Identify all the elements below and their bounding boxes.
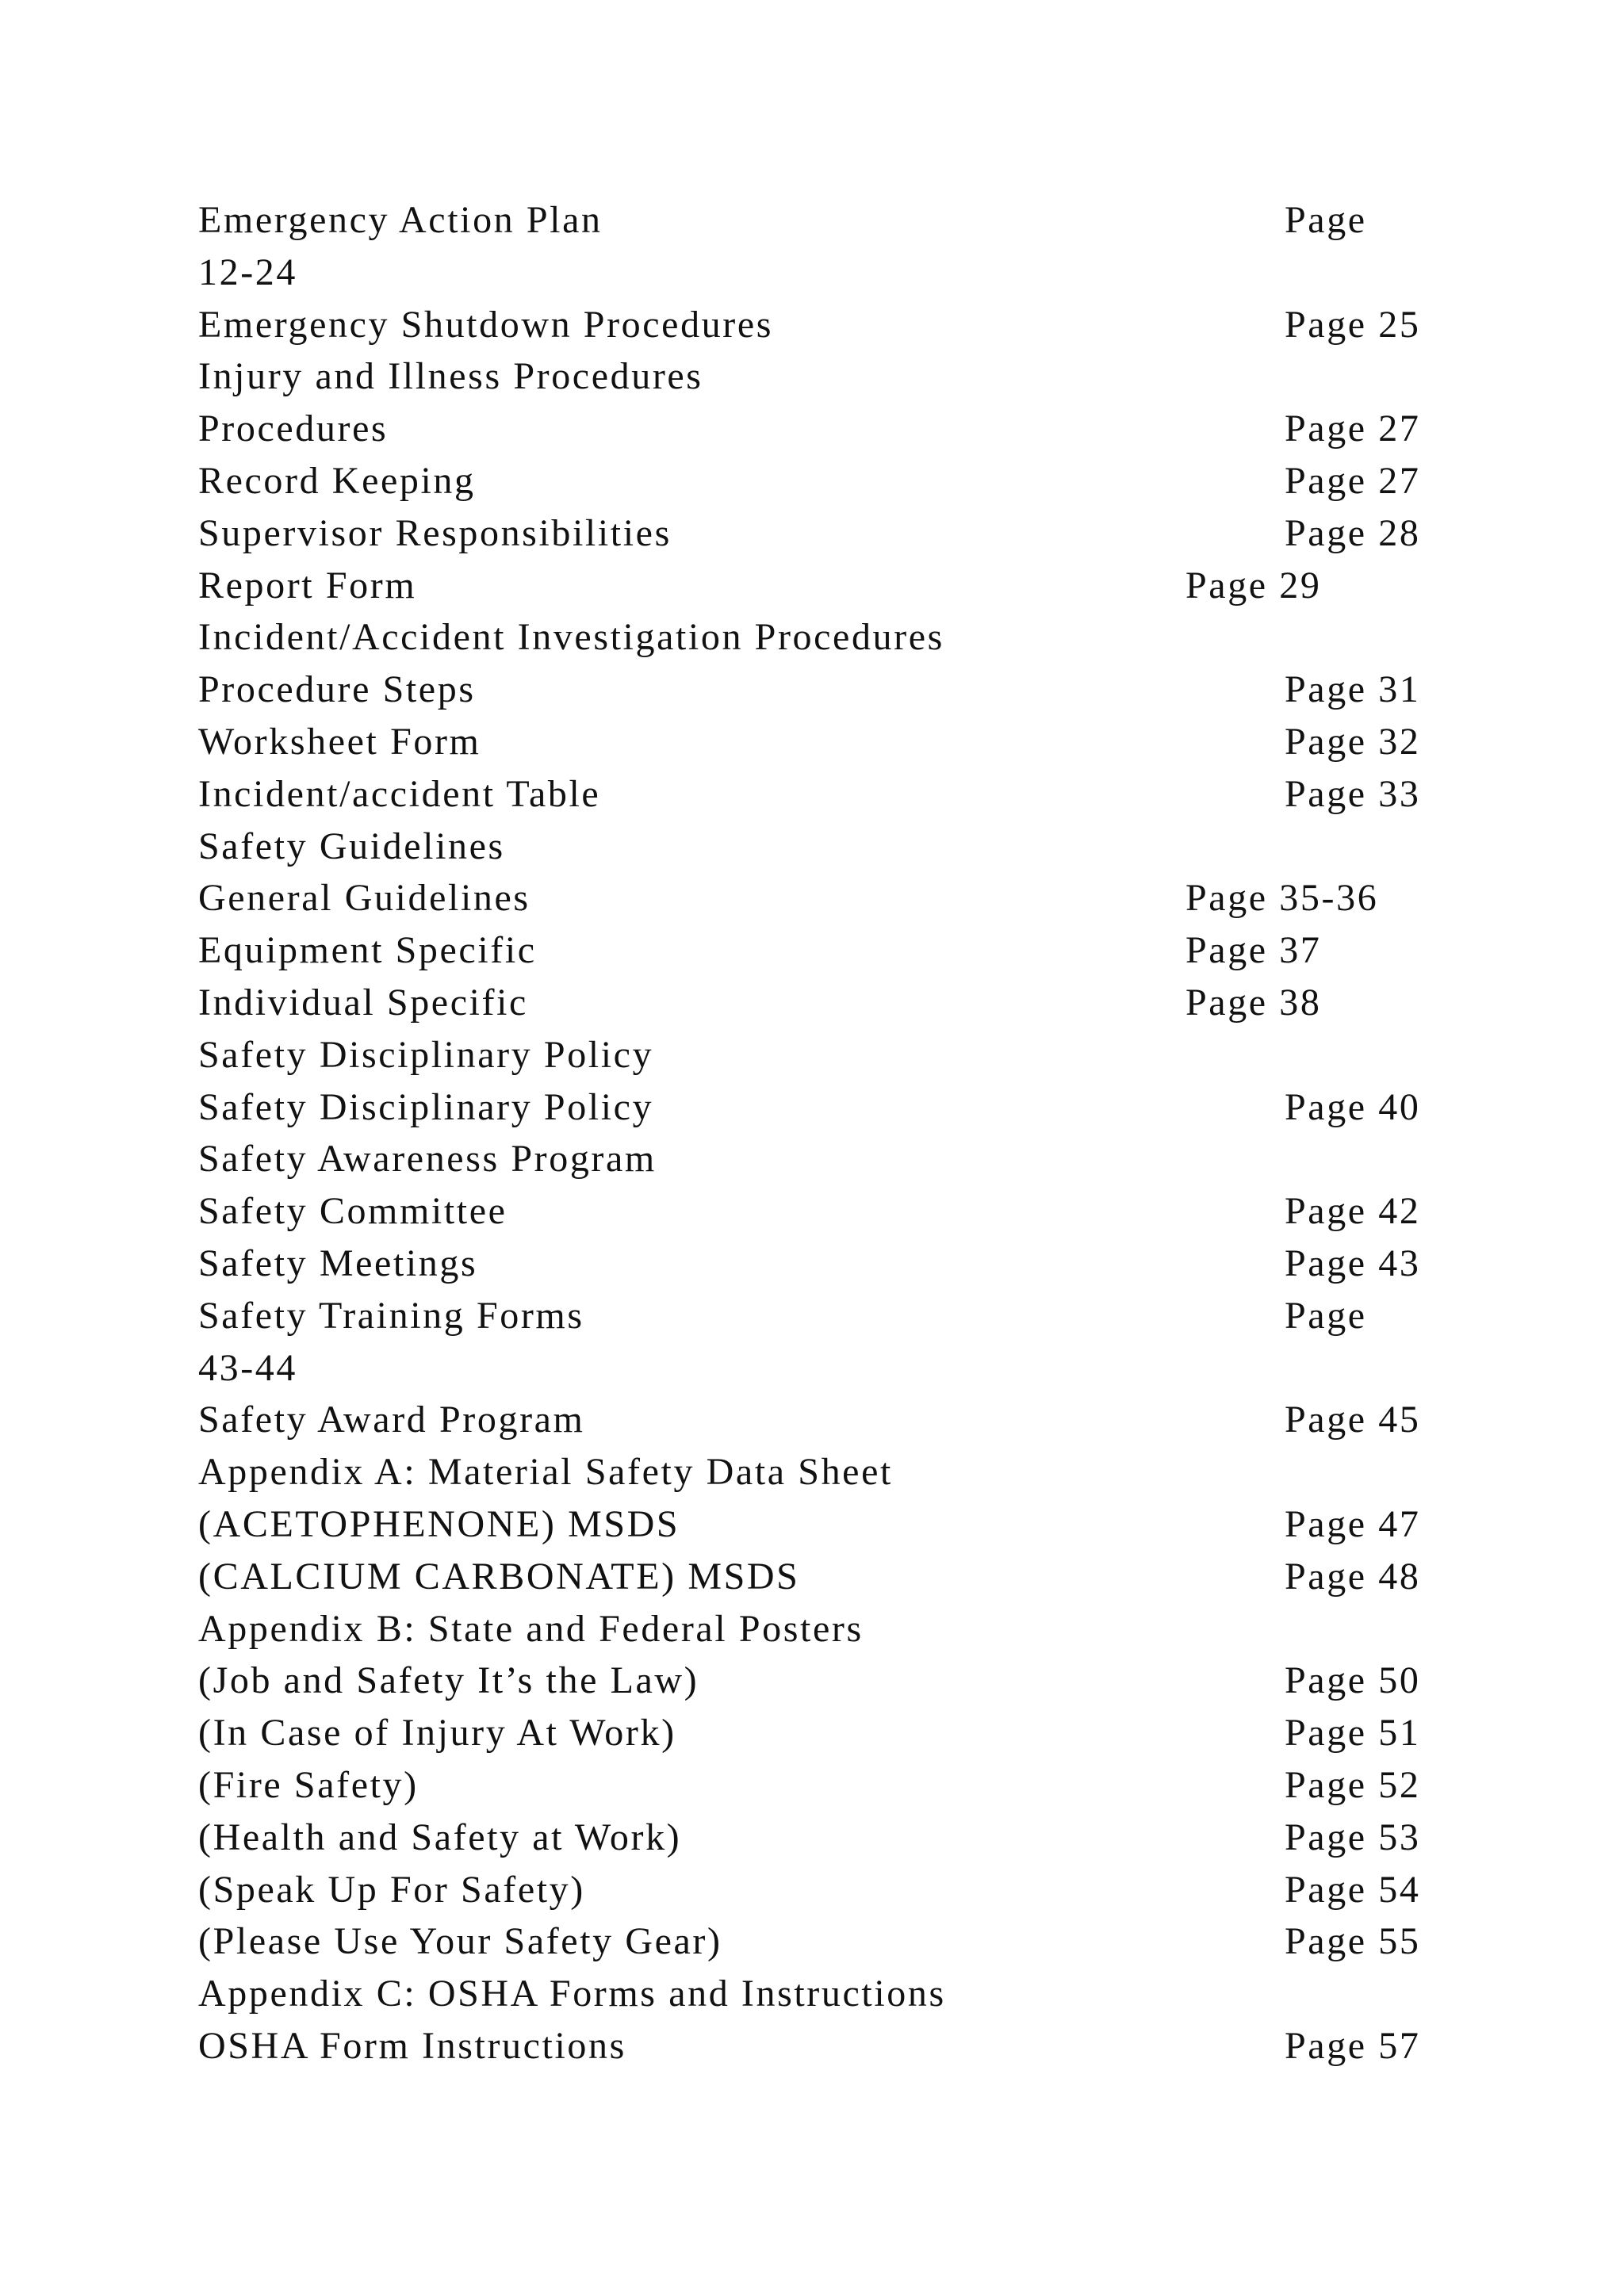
toc-entry-page: Page 38 [1185,981,1322,1024]
toc-entry [198,1603,1467,1655]
toc-entry-title: Report Form [198,564,417,607]
toc-entry-title: 12-24 [198,251,297,293]
toc-entry-title: Emergency Action Plan [198,199,603,241]
toc-entry-page: Page 47 [1285,1502,1421,1545]
toc-entry [198,924,1467,977]
toc-entry-title: (CALCIUM CARBONATE) MSDS [198,1555,800,1598]
toc-entry [198,977,1467,1029]
toc-entry-page: Page 31 [1285,668,1421,711]
toc-entry [198,1864,1467,1916]
toc-entry [198,1551,1467,1603]
toc-entry-page: Page 50 [1285,1659,1421,1702]
toc-entry [198,611,1467,664]
toc-entry-title: Safety Meetings [198,1242,478,1284]
toc-entry-title: (Health and Safety at Work) [198,1816,682,1858]
toc-entry-title: 43-44 [198,1346,297,1389]
toc-entry-title: Supervisor Responsibilities [198,511,672,554]
toc-entry [198,1133,1467,1185]
toc-entry [198,455,1467,507]
toc-entry-page: Page 40 [1285,1085,1421,1128]
toc-entry [198,1498,1467,1551]
toc-entry-page: Page 29 [1185,564,1322,607]
toc-entry-title: Safety Disciplinary Policy [198,1033,654,1076]
toc-entry [198,1812,1467,1864]
toc-entry-page: Page [1285,1294,1367,1337]
toc-entry-title: Appendix A: Material Safety Data Sheet [198,1451,893,1494]
toc-entry [198,1394,1467,1446]
toc-entry-title: Appendix C: OSHA Forms and Instructions [198,1973,946,2015]
toc-entry-title: Safety Committee [198,1190,508,1233]
toc-entry-title: Emergency Shutdown Procedures [198,303,774,346]
toc-entry-title: General Guidelines [198,877,530,920]
toc-entry-title: Procedures [198,408,389,450]
toc-entry-title: (Job and Safety It’s the Law) [198,1659,699,1702]
toc-entry-page: Page 48 [1285,1555,1421,1598]
toc-entry-title: Safety Awareness Program [198,1138,657,1181]
toc-entry [198,821,1467,873]
toc-entry-title: Worksheet Form [198,720,481,763]
toc-entry [198,560,1467,612]
toc-entry-title: Safety Guidelines [198,825,505,867]
toc-entry-page: Page 25 [1285,303,1421,346]
toc-entry [198,403,1467,455]
toc-entry-page: Page 57 [1285,2024,1421,2067]
toc-entry-title: Safety Disciplinary Policy [198,1085,654,1128]
toc-entry-page: Page 55 [1285,1920,1421,1963]
toc-entry-page: Page [1285,199,1367,241]
toc-entry [198,247,1467,299]
toc-entry-page: Page 37 [1185,929,1322,972]
toc-entry [198,716,1467,768]
toc-entry [198,350,1467,403]
toc-entry-page: Page 33 [1285,772,1421,815]
toc-entry [198,299,1467,351]
toc-entry-title: OSHA Form Instructions [198,2024,626,2067]
toc-entry [198,1968,1467,2020]
toc-entry [198,768,1467,821]
toc-entry [198,1029,1467,1081]
toc-entry-title: Procedure Steps [198,668,476,711]
toc-entry [198,664,1467,716]
table-of-contents [198,194,1467,2072]
toc-entry-title: Appendix B: State and Federal Posters [198,1607,864,1650]
toc-entry-title: Injury and Illness Procedures [198,355,703,398]
toc-entry-page: Page 43 [1285,1242,1421,1284]
toc-entry-page: Page 32 [1285,720,1421,763]
toc-entry-title: Incident/accident Table [198,772,601,815]
toc-entry-title: Individual Specific [198,981,528,1024]
toc-entry [198,1238,1467,1290]
toc-entry-page: Page 27 [1285,408,1421,450]
toc-entry-page: Page 52 [1285,1763,1421,1806]
toc-entry [198,872,1467,924]
toc-entry [198,1081,1467,1134]
toc-entry-title: (ACETOPHENONE) MSDS [198,1502,680,1545]
toc-entry-title: (In Case of Injury At Work) [198,1712,676,1755]
toc-entry-title: (Fire Safety) [198,1763,419,1806]
toc-entry-page: Page 45 [1285,1399,1421,1441]
toc-entry [198,1655,1467,1707]
toc-entry-title: Incident/Accident Investigation Procedures [198,616,944,659]
toc-entry [198,1759,1467,1812]
toc-entry-title: Equipment Specific [198,929,537,972]
toc-entry-title: Safety Training Forms [198,1294,584,1337]
toc-entry-title: Record Keeping [198,459,476,502]
toc-entry-page: Page 35-36 [1185,877,1379,920]
toc-entry-page: Page 54 [1285,1868,1421,1911]
toc-entry-title: Safety Award Program [198,1399,585,1441]
toc-entry [198,1446,1467,1498]
toc-entry [198,194,1467,247]
toc-entry [198,507,1467,560]
toc-entry-page: Page 27 [1285,459,1421,502]
toc-entry [198,1707,1467,1759]
toc-entry-page: Page 53 [1285,1816,1421,1858]
toc-entry [198,1185,1467,1238]
toc-entry-page: Page 42 [1285,1190,1421,1233]
toc-entry-page: Page 28 [1285,511,1421,554]
toc-entry-title: (Speak Up For Safety) [198,1868,585,1911]
toc-entry [198,1342,1467,1395]
toc-entry [198,1915,1467,1968]
toc-entry-page: Page 51 [1285,1712,1421,1755]
toc-entry [198,2020,1467,2072]
toc-entry-title: (Please Use Your Safety Gear) [198,1920,722,1963]
toc-entry [198,1290,1467,1342]
